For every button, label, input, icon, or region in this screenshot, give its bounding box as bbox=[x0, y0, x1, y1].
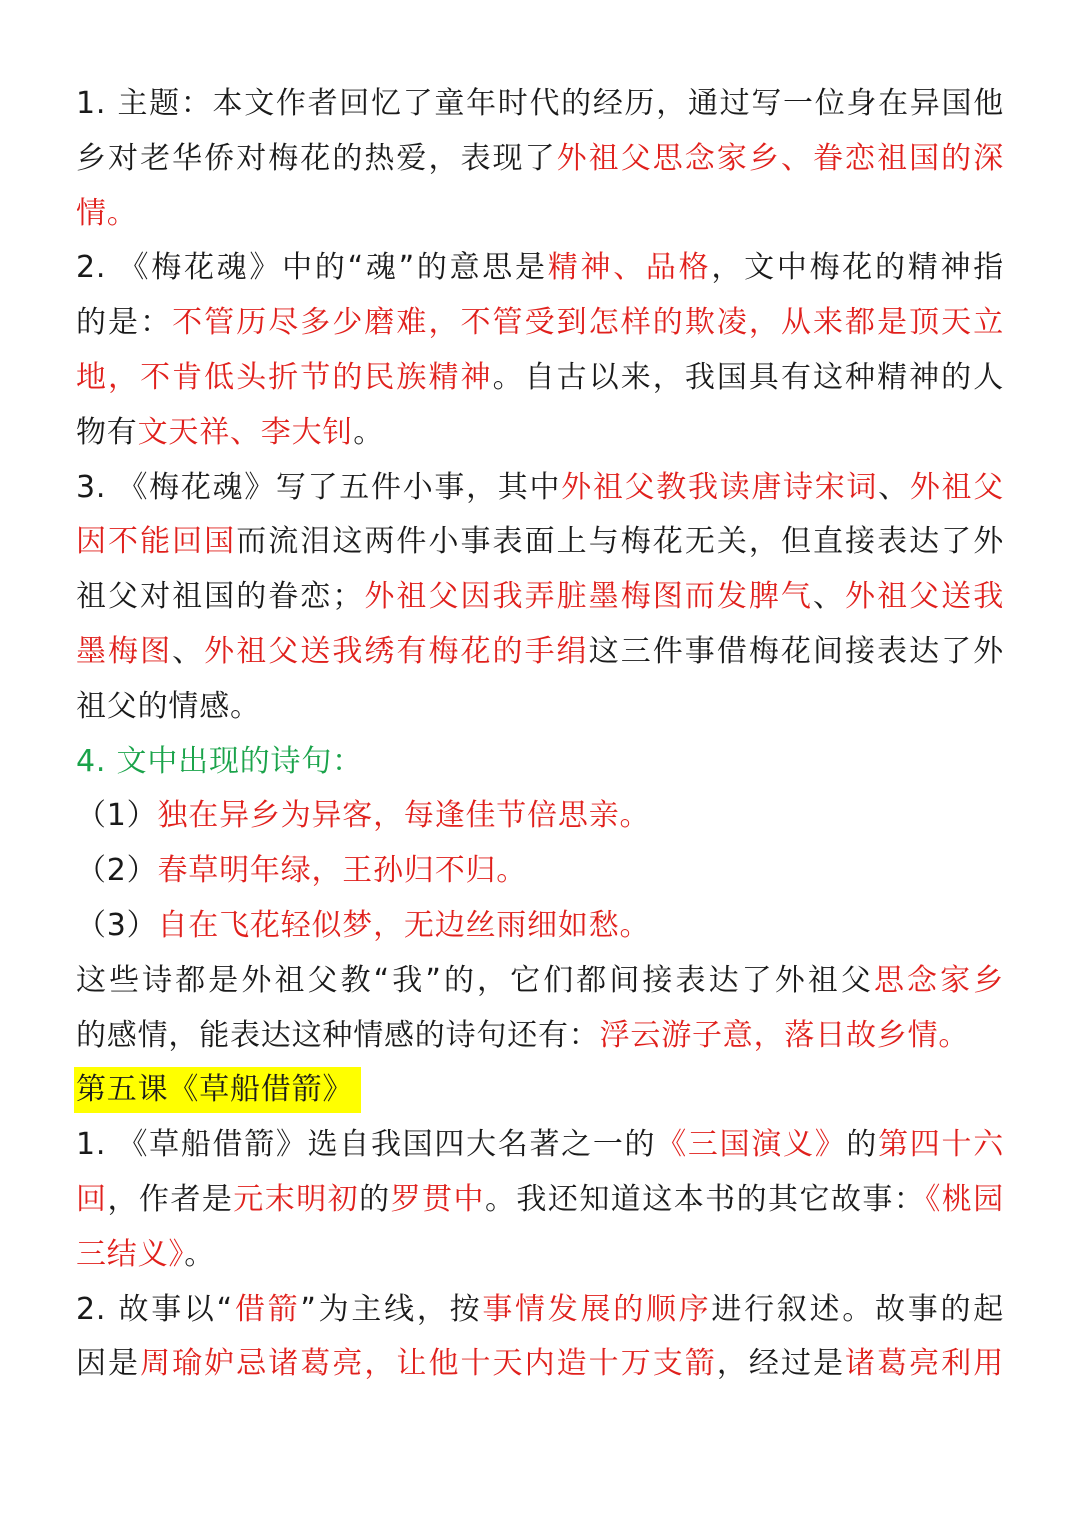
text-line bbox=[76, 351, 1004, 406]
text-line bbox=[76, 1118, 1004, 1173]
body-text: 的 bbox=[846, 1127, 879, 1163]
highlighted-answer-text: 外祖父因我弄脏墨梅图而发脾气 bbox=[363, 579, 813, 615]
highlighted-answer-text: 周瑜妒忌诸葛亮，让他十天内造十万支箭 bbox=[140, 1346, 717, 1382]
body-text: 1. 主题：本文作者回忆了童年时代的经历，通过写一位身在异国他 bbox=[76, 86, 1004, 121]
text-line bbox=[76, 132, 1004, 187]
highlighted-answer-text: 事情发展的顺序 bbox=[482, 1291, 712, 1327]
highlighted-answer-text: 《桃园 bbox=[925, 1181, 1005, 1217]
body-text: 这三件事借梅花间接表达了外 bbox=[588, 633, 1004, 669]
body-text: 、 bbox=[172, 633, 205, 669]
heading-highlight bbox=[74, 1067, 361, 1113]
body-text: 2. 故事以“ bbox=[76, 1291, 234, 1327]
highlighted-answer-text: 借箭 bbox=[233, 1291, 301, 1327]
text-line bbox=[76, 241, 1004, 296]
body-text: 祖父对祖国的眷恋； bbox=[76, 579, 364, 615]
body-text: ”为主线，按 bbox=[300, 1291, 483, 1327]
body-text: 2. 《梅花魂》中的“魂”的意思是 bbox=[76, 250, 548, 286]
text-line bbox=[76, 1283, 1004, 1338]
highlighted-answer-text: 独在异乡为异客，每逢佳节倍思亲。 bbox=[157, 798, 651, 834]
text-line bbox=[76, 515, 1004, 570]
highlighted-answer-text: 浮云游子意，落日故乡情。 bbox=[599, 1017, 970, 1053]
text-line bbox=[76, 625, 1004, 680]
text-line bbox=[76, 570, 1004, 625]
body-text: 的是： bbox=[76, 305, 173, 341]
body-text: 的 bbox=[359, 1181, 391, 1217]
body-text: （2） bbox=[76, 853, 158, 889]
highlighted-answer-text: 情。 bbox=[76, 195, 138, 231]
body-text: （3） bbox=[76, 907, 158, 943]
text-line bbox=[76, 789, 1004, 844]
body-text: 这些诗都是外祖父教“我”的，它们都间接表达了外祖父 bbox=[76, 962, 874, 998]
highlighted-answer-text: 外祖父 bbox=[909, 469, 1004, 505]
text-line bbox=[76, 735, 1004, 790]
highlighted-answer-text: 外祖父教我读唐诗宋词 bbox=[561, 469, 879, 505]
text-line bbox=[76, 77, 1004, 132]
text-line bbox=[76, 1228, 1004, 1283]
body-text: 进行叙述。故事的起 bbox=[711, 1291, 1005, 1327]
body-text: 物有 bbox=[76, 414, 138, 450]
body-text: 。 bbox=[353, 414, 385, 450]
highlighted-answer-text: 第四十六 bbox=[878, 1127, 1004, 1163]
highlighted-answer-text: 文天祥、李大钊 bbox=[137, 414, 354, 450]
body-text: （1） bbox=[76, 798, 158, 834]
highlighted-answer-text: 墨梅图 bbox=[76, 633, 173, 669]
highlighted-answer-text: 元末明初 bbox=[233, 1181, 360, 1217]
text-line bbox=[76, 954, 1004, 1009]
body-text: 乡对老华侨对梅花的热爱，表现了 bbox=[76, 140, 557, 176]
body-text: 。 bbox=[184, 1236, 216, 1272]
text-line bbox=[76, 406, 1004, 461]
highlighted-answer-text: 外祖父送我绣有梅花的手绢 bbox=[204, 633, 589, 669]
text-line bbox=[76, 296, 1004, 351]
highlighted-answer-text: 《三国演义》 bbox=[656, 1127, 847, 1163]
highlighted-answer-text: 回 bbox=[76, 1181, 108, 1217]
body-text: 而流泪这两件小事表面上与梅花无关，但直接表达了外 bbox=[236, 524, 1005, 560]
body-text: 。自古以来，我国具有这种精神的人 bbox=[492, 359, 1004, 395]
highlighted-answer-text: 因不能回国 bbox=[76, 524, 237, 560]
text-line bbox=[76, 899, 1004, 954]
text-line bbox=[76, 461, 1004, 516]
body-text: 1. 《草船借箭》选自我国四大名著之一的 bbox=[76, 1127, 657, 1163]
body-text: 。我还知道这本书的其它故事： bbox=[484, 1181, 926, 1217]
text-line bbox=[76, 680, 1004, 735]
highlighted-answer-text: 外祖父思念家乡、眷恋祖国的深 bbox=[556, 140, 1004, 176]
body-text: 的感情，能表达这种情感的诗句还有： bbox=[76, 1017, 600, 1053]
section-label-text: 4. 文中出现的诗句： bbox=[76, 743, 363, 779]
highlighted-answer-text: 罗贯中 bbox=[390, 1181, 485, 1217]
text-line bbox=[76, 1337, 1004, 1392]
text-line bbox=[76, 844, 1004, 899]
text-line bbox=[76, 1173, 1004, 1228]
body-text: ，作者是 bbox=[107, 1181, 234, 1217]
body-text: ，经过是 bbox=[716, 1346, 846, 1382]
body-text: 、 bbox=[812, 579, 846, 615]
highlighted-answer-text: 诸葛亮利用 bbox=[845, 1346, 1004, 1382]
highlighted-answer-text: 精神、品格 bbox=[547, 250, 712, 286]
body-text: 3. 《梅花魂》写了五件小事，其中 bbox=[76, 469, 562, 505]
highlighted-answer-text: 春草明年绿，王孙归不归。 bbox=[157, 853, 528, 889]
body-text: ，文中梅花的精神指 bbox=[711, 250, 1005, 286]
highlighted-answer-text: 思念家乡 bbox=[873, 962, 1004, 998]
document-body bbox=[76, 77, 1004, 1392]
text-line bbox=[76, 187, 1004, 242]
body-text: 祖父的情感。 bbox=[76, 688, 261, 724]
highlighted-answer-text: 外祖父送我 bbox=[845, 579, 1004, 615]
body-text: 第五课《草船借箭》 bbox=[76, 1072, 354, 1108]
highlighted-answer-text: 三结义》 bbox=[76, 1236, 185, 1272]
highlighted-answer-text: 不管历尽多少磨难，不管受到怎样的欺凌，从来都是顶天立 bbox=[172, 305, 1004, 341]
body-text: 因是 bbox=[76, 1346, 141, 1382]
highlighted-answer-text: 地，不肯低头折节的民族精神 bbox=[76, 359, 493, 395]
text-line bbox=[76, 1009, 1004, 1064]
body-text: 、 bbox=[878, 469, 910, 505]
lesson-heading bbox=[76, 1063, 1004, 1118]
highlighted-answer-text: 自在飞花轻似梦，无边丝雨细如愁。 bbox=[157, 907, 651, 943]
